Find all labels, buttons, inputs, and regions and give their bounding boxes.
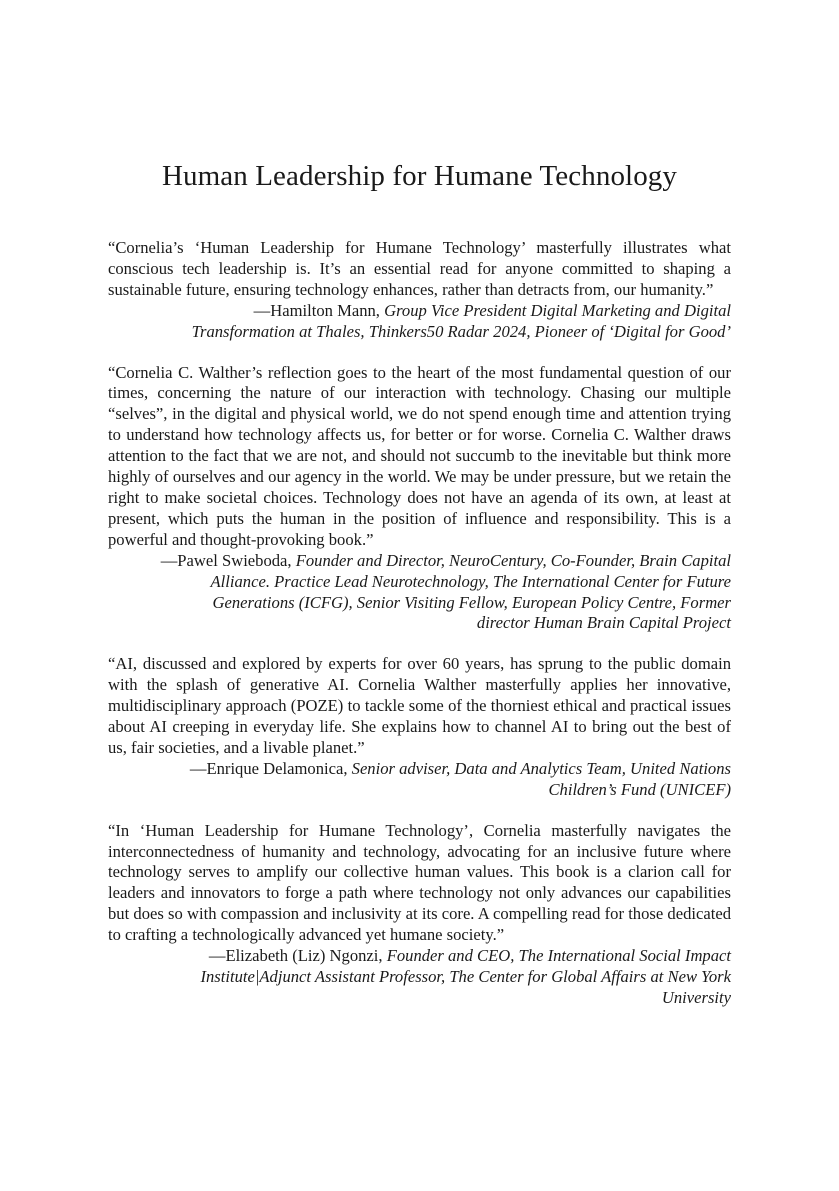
endorsement-attribution [108,551,731,635]
endorsement-quote: “Cornelia’s ‘Human Leadership for Humane Technology’ masterfully illustrates what conscious tech leadership is. It’s an essential read for anyone committed to shaping a sustainable future, ensuring technology enhances, rather than detracts from, our humanity.” [108,238,731,299]
endorsements-section [108,238,731,1029]
endorsement-quote: “AI, discussed and explored by experts for over 60 years, has sprung to the public domain with the splash of generative AI. Cornelia Walther masterfully applies her innovative, multidisciplinary approach (POZE) to tackle some of the thorniest ethical and practical issues about AI creeping in everyday life. She explains how to channel AI to bring out the best of us, fair societies, and a livable planet.” [108,654,731,757]
endorser-name: —Enrique Delamonica, [189,758,348,778]
endorsement [108,821,731,1009]
endorsement-attribution [108,946,731,1009]
endorsement-attribution [108,759,731,801]
page-title: Human Leadership for Humane Technology [161,160,678,192]
endorsement-quote: “Cornelia C. Walther’s reflection goes to the heart of the most fundamental question of our times, concerning the nature of our interaction with technology. Chasing our multiple “selves”, in the digital and physical world, we do not spend enough time and attention trying to understand how technology affects us, for better or for worse. Cornelia C. Walther draws attention to the fact that we are not, and should not succumb to the inevitable but think more highly of ourselves and our agency in the world. We may be under pressure, but we retain the right to make societal choices. Technology does not have an agenda of its own, at least at present, which puts the human in the position of influence and responsibility. This is a powerful and thought-provoking book.” [108,362,731,549]
endorser-name: —Elizabeth (Liz) Ngonzi, [208,946,383,966]
endorsement [108,363,731,635]
endorser-role: Founder and Director, NeuroCentury, Co-Founder, Brain Capital Alliance. Practice Lead Neurotechnology, The International Center for Future Generations (ICFG), Senior Visiting Fellow, European Policy Centre, Former director Human Brain Capital Project [210,550,731,633]
endorsement-attribution [108,301,731,343]
endorser-role: Senior adviser, Data and Analytics Team, United Nations Children’s Fund (UNICEF) [351,758,731,799]
endorser-role: Group Vice President Digital Marketing and Digital Transformation at Thales, Thinkers50 Radar 2024, Pioneer of ‘Digital for Good’ [191,300,731,341]
endorser-name: —Hamilton Mann, [253,300,380,320]
endorser-name: —Pawel Swieboda, [160,550,292,570]
endorsement [108,654,731,800]
endorsement-quote: “In ‘Human Leadership for Humane Technology’, Cornelia masterfully navigates the interconnectedness of humanity and technology, advocating for an inclusive future where technology serves to amplify our collective human values. This book is a clarion call for leaders and innovators to forge a path where technology not only advances our capabilities but does so with compassion and inclusivity at its core. A compelling read for those dedicated to crafting a technologically advanced yet humane society.” [108,820,731,945]
endorsement [108,238,731,343]
endorser-role: Founder and CEO, The International Social Impact Institute|Adjunct Assistant Professor, The Center for Global Affairs at New York University [200,946,731,1007]
